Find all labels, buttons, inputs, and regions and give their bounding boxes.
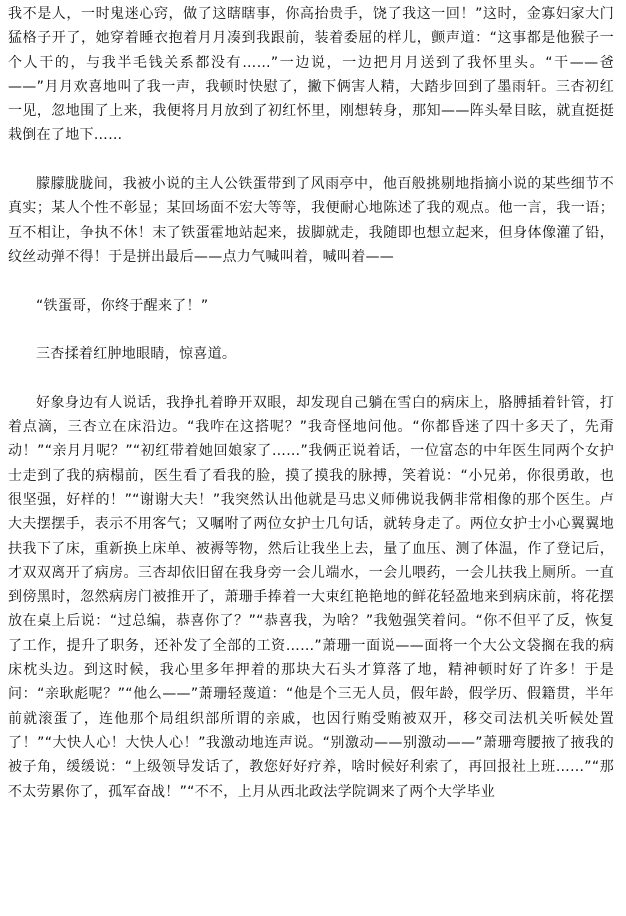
paragraph-3: “铁蛋哥，你终于醒来了！” [36,297,209,314]
paragraph-1: 我不是人，一时鬼迷心窍，做了这瞎瞎事，你高抬贵手，饶了我这一回！”这时，金寡妇家大门猛格子开了，她穿着睡衣抱着月月凑到我跟前，装着委屈的样儿，颤声道：“这事都是他猴子一个人干的，与我半毛钱关系都没有……”一边说，一边把月月送到了我怀里头。“干——爸——”月月欢喜地叫了我一声，我顿时快慰了，撇下俩害人精，大踏步回到了墨雨轩。三杏初红一见，忽地围了上来，我便将月月放到了初红怀里，刚想转身，那知——阵头晕目眩，就直挺挺栽倒在了地下…… [8,6,614,144]
article-body [8,2,614,804]
paragraph-5: 好象身边有人说话，我挣扎着睁开双眼，却发现自己躺在雪白的病床上，胳膊插着针管，打着点滴，三杏立在床沿边。“我咋在这搭呢？”我奇怪地问他。“你都昏迷了四十多天了，先甭动！”“亲月月呢？”“初红带着她回娘家了……”我俩正说着话，一位富态的中年医生同两个女护士走到了我的病榻前，医生看了看我的脸，摸了摸我的脉搏，笑着说：“小兄弟，你很勇敢，也很坚强，好样的！”“谢谢大夫！”我突然认出他就是马忠义师佛说我俩非常相像的那个医生。卢大夫摆摆手，表示不用客气；又嘱咐了两位女护士几句话，就转身走了。两位女护士小心翼翼地扶我下了床，重新换上床单、被褥等物，然后让我坐上去，量了血压、测了体温，作了登记后，才双双离开了病房。三杏却依旧留在我身旁一会儿端水，一会儿喂药，一会儿扶我上厕所。一直到傍黑时，忽然病房门被推开了，萧珊手捧着一大束红艳艳地的鲜花轻盈地来到病床前，将花摆放在桌上后说：“过总编，恭喜你了？”“恭喜我，为啥？”我勉强笑着问。“你不但平了反，恢复了工作，提升了职务，还补发了全部的工资……”萧珊一面说——面将一个大公文袋搁在我的病床枕头边。到这时候，我心里多年押着的那块大石头才算落了地，精神顿时好了许多！于是问：“亲耿彪呢？”“他么——”萧珊轻蔑道：“他是个三无人员，假年龄，假学历、假籍贯，半年前就滚蛋了，连他那个局组织部所谓的亲戚，也因行贿受贿被双开，移交司法机关听候处置了！”“大快人心！大快人心！”我激动地连声说。“别激动——别激动——”萧珊弯腰掖了掖我的被子角，缓缓说：“上级领导发话了，教您好好疗养，啥时候好利索了，再回报社上班……”“那不太劳累你了，孤军奋战！”“不不，上月从西北政法学院调来了两个大学毕业 [8,394,614,800]
paragraph-2: 朦朦胧胧间，我被小说的主人公铁蛋带到了风雨亭中，他百般挑剔地指摘小说的某些细节不真实；某人个性不彰显；某回场面不宏大等等，我便耐心地陈述了我的观点。他一言，我一语；互不相让，争执不休！末了铁蛋霍地站起来，拔脚就走，我随即也想立起来，但身体像灌了铅，纹丝动弹不得！于是拼出最后——点力气喊叫着，喊叫着—— [8,176,614,265]
paragraph-4: 三杏揉着红肿地眼睛，惊喜道。 [36,346,237,363]
